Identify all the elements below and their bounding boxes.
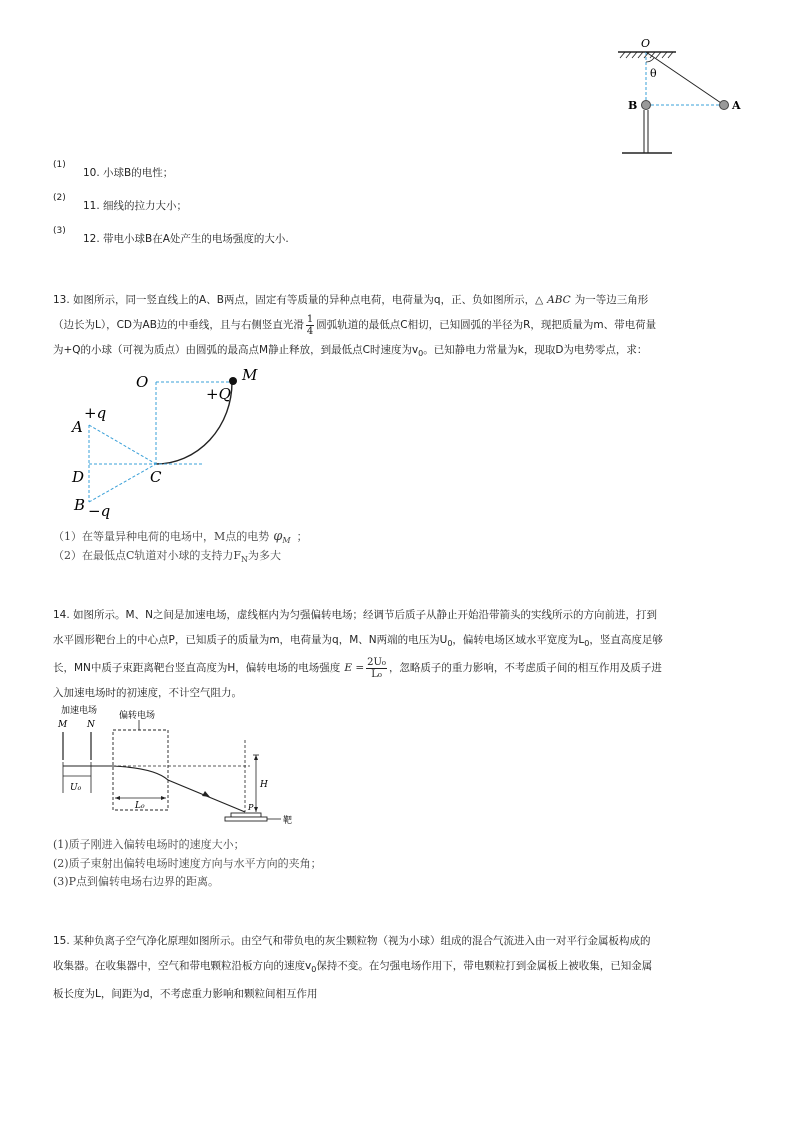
q14-frac-den: L₀ [371,668,382,680]
label-b: B [628,99,638,112]
q13-sub-1-sub: M [282,536,291,546]
q12-part-2-text: 11. 细线的拉力大小； [83,200,188,212]
q13-label-m: M [242,366,258,384]
q14-label-p: P [248,803,254,812]
q14-line-2-sub1: 0 [447,639,453,649]
q14-line-2-sub2: 0 [584,639,590,649]
q15-line-3: 板长度为L，间距为d，不考虑重力影响和颗粒间相互作用 [53,988,318,1001]
q13-label-plus-q: +q [84,404,107,422]
q14-e-eq: E = [344,662,365,675]
q14-label-acc: 加速电场 [61,706,98,716]
q14-fraction [366,657,387,680]
q13-line-1-b: 为一等边三角形 [574,294,649,306]
q14-figure [55,700,315,825]
pendulum-figure [600,30,760,160]
q14-label-l0: L₀ [135,801,145,811]
q13-triangle: △ [535,294,544,306]
q13-label-o: O [136,373,149,391]
q14-stem [53,603,753,706]
q14-line-2-a: 水平圆形靶台上的中心点P，已知质子的质量为m，电荷量为q，M、N两端的电压为U [53,634,448,646]
q13-label-q: +Q [206,385,231,403]
q13-fraction [306,314,314,337]
q12-part-3-num: (3) [53,226,66,236]
q15-line-2 [53,954,753,982]
q14-line-3-b: ，忽略质子的重力影响，不考虑质子间的相互作用及质子进 [388,662,662,675]
q15-line-2-a: 收集器。在收集器中，空气和带电颗粒沿板方向的速度v [53,960,312,972]
q14-line-2-b: ，偏转电场区域水平宽度为L [452,634,585,646]
q12-part-1-text: 10. 小球B的电性； [83,167,174,179]
label-a: A [732,99,741,112]
q13-sub-2 [53,547,281,568]
label-theta: θ [650,67,657,80]
q13-line-3-sub: 0 [418,349,424,359]
q14-line-4: 入加速电场时的初速度，不计空气阻力。 [53,687,242,700]
q14-sub-3: (3)P点到偏转电场右边界的距离。 [53,875,219,888]
q14-frac-num: 2U₀ [367,656,386,668]
q13-line-1-a: 13. 如图所示，同一竖直线上的A、B两点，固定有等质量的异种点电荷，电荷量为q，正、负如图所示， [53,294,536,306]
q14-label-target: 靶 [283,816,293,825]
q13-line-2 [53,313,753,338]
q14-label-defl: 偏转电场 [119,711,156,721]
q13-line-3-a: 为+Q的小球（可视为质点）由圆弧的最高点M静止释放，到最低点C时速度为v [53,344,419,356]
q14-sub-1: (1)质子刚进入偏转电场时的速度大小； [53,838,245,851]
q12-part-2-num: (2) [53,193,66,203]
q12-part-1-num: (1) [53,160,66,170]
label-o: O [641,37,651,50]
q13-sub-1-phi: φ [273,529,283,544]
q13-frac-den: 4 [306,325,314,337]
q13-line-2-b: 圆弧轨道的最低点C相切，已知圆弧的半径为R，现把质量为m、带电荷量 [316,319,657,331]
q14-line-3 [53,656,753,681]
q14-sub-2: (2)质子束射出偏转电场时速度方向与水平方向的夹角； [53,857,322,870]
q13-label-d: D [72,468,85,486]
q14-line-3-a: 长，MN中质子束距离靶台竖直高度为H，偏转电场的电场强度 [53,662,341,675]
q13-label-minus-q: −q [88,502,111,520]
q14-label-u0: U₀ [70,783,82,793]
q13-line-1 [53,288,753,313]
q12-part-3-text: 12. 带电小球B在A处产生的电场强度的大小. [83,233,289,245]
q13-line-3-b: 。已知静电力常量为k，现取D为电势零点，求： [423,344,648,356]
q13-label-b: B [74,496,86,514]
q13-figure [60,362,280,524]
q14-label-n: N [87,720,95,730]
q13-sub-1-b: ； [296,530,308,543]
q14-line-1: 14. 如图所示。M、N之间是加速电场，虚线框内为匀强偏转电场；经调节后质子从静止开始沿带箭头的实线所示的方向前进，打到 [53,609,657,621]
q13-sub-2-sub: N [241,555,249,565]
q13-frac-num: 1 [306,313,314,325]
ball-a [720,101,729,110]
q15-stem [53,929,753,1007]
q13-sub-1-a: （1）在等量异种电荷的电场中，M点的电势 [53,530,270,543]
q13-ball-m [229,377,237,385]
q14-line-2-c: ，竖直高度足够 [589,634,663,646]
q15-line-1: 15. 某种负离子空气净化原理如图所示。由空气和带负电的灰尘颗粒物（视为小球）组成的混合气流进入由一对平行金属板构成的 [53,935,651,947]
q13-label-a: A [72,418,83,436]
ball-b [642,101,651,110]
q13-stem [53,288,753,366]
q13-label-c: C [150,468,162,486]
q13-sub-2-a: （2）在最低点C轨道对小球的支持力F [53,549,242,562]
q14-label-h: H [260,780,268,790]
q15-line-2-sub: 0 [311,965,317,975]
q14-line-2 [53,628,753,656]
q14-label-m: M [58,720,68,730]
q13-sub-2-b: 为多大 [248,549,282,562]
q13-sub-1 [53,528,308,549]
q13-abc: ABC [547,294,571,306]
q15-line-2-b: 保持不变。在匀强电场作用下，带电颗粒打到金属板上被收集，已知金属 [316,960,653,972]
q13-line-2-a: （边长为L），CD为AB边的中垂线，且与右侧竖直光滑 [53,319,304,331]
